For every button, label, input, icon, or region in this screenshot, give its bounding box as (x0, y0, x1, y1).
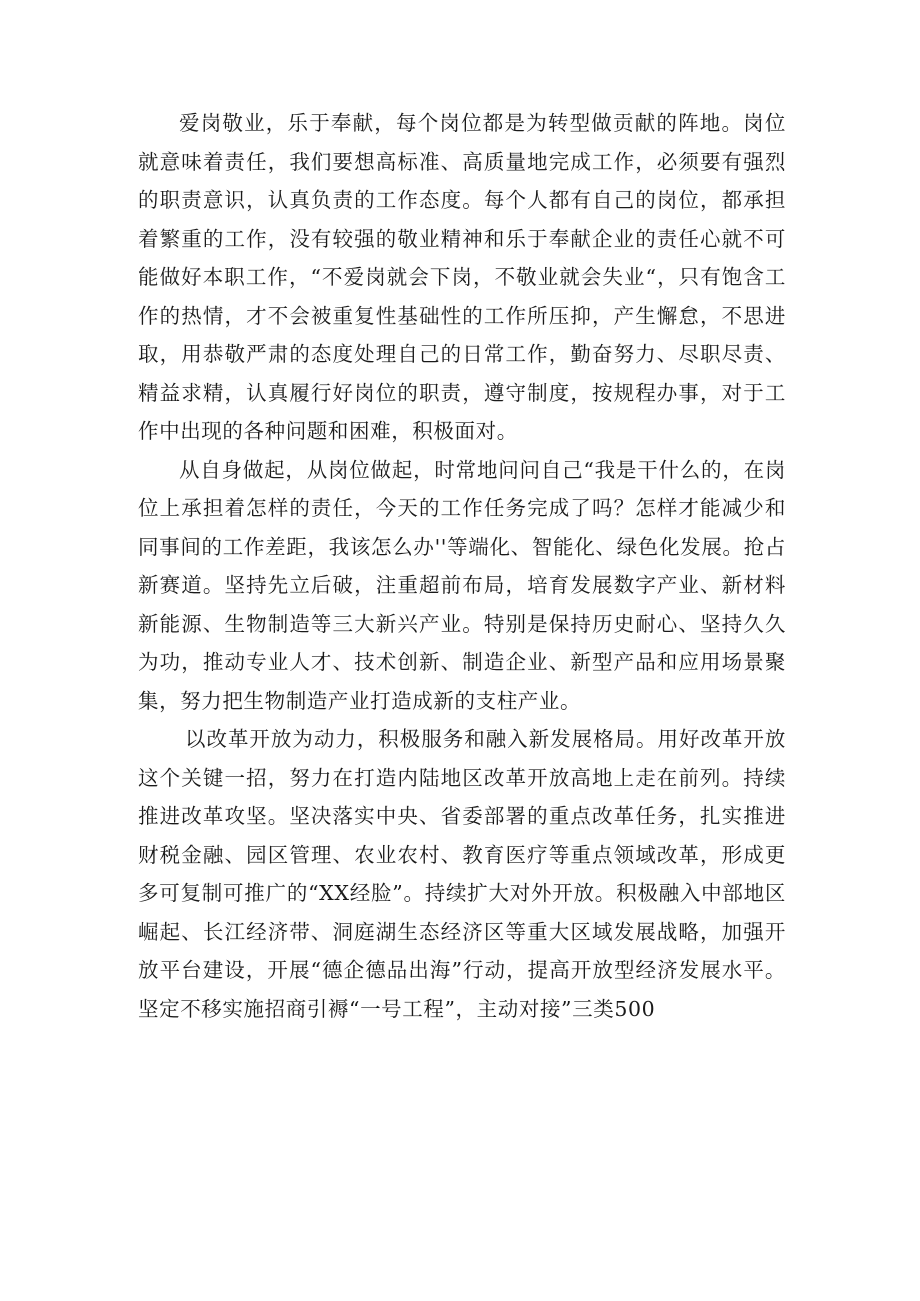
document-body (138, 104, 786, 1028)
paragraph-3: 以改革开放为动力，积极服务和融入新发展格局。用好改革开放这个关键一招，努力在打造内陆地区改革开放高地上走在前列。持续推进改革攻坚。坚决落实中央、省委部署的重点改革任务，扎实推进财税金融、园区管理、农业农村、教育医疗等重点领域改革，形成更多可复制可推广的“XX经脸”。持续扩大对外开放。积极融入中部地区崛起、长江经济带、洞庭湖生态经济区等重大区域发展战略，加强开放平台建设，开展“德企德品出海”行动，提高开放型经济发展水平。坚定不移实施招商引褥“一号工程”，主动对接”三类500 (138, 727, 786, 1021)
paragraph-1: 爱岗敬业，乐于奉献，每个岗位都是为转型做贡献的阵地。岗位就意味着责任，我们要想高标准、高质量地完成工作，必须要有强烈的职责意识，认真负责的工作态度。每个人都有自己的岗位，都承担着繁重的工作，没有较强的敬业精神和乐于奉献企业的责任心就不可能做好本职工作，“不爱岗就会下岗，不敬业就会失业“，只有饱含工作的热情，才不会被重复性基础性的工作所压抑，产生懈怠，不思进取，用恭敬严肃的态度处理自己的日常工作，勤奋努力、尽职尽责、精益求精，认真履行好岗位的职责，遵守制度，按规程办事，对于工作中出现的各种问题和困难，积极面对。 (138, 111, 786, 443)
paragraph-2: 从自身做起，从岗位做起，时常地问问自己“我是干什么的，在岗位上承担着怎样的责任，今天的工作任务完成了吗？怎样才能减少和同事间的工作差距，我该怎么办''等端化、智能化、绿色化发展。抢占新赛道。坚持先立后破，注重超前布局，培育发展数字产业、新材料新能源、生物制造等三大新兴产业。特别是保持历史耐心、坚持久久为功，推动专业人才、技术创新、制造企业、新型产品和应用场景聚集，努力把生物制造产业打造成新的支柱产业。 (138, 457, 786, 713)
